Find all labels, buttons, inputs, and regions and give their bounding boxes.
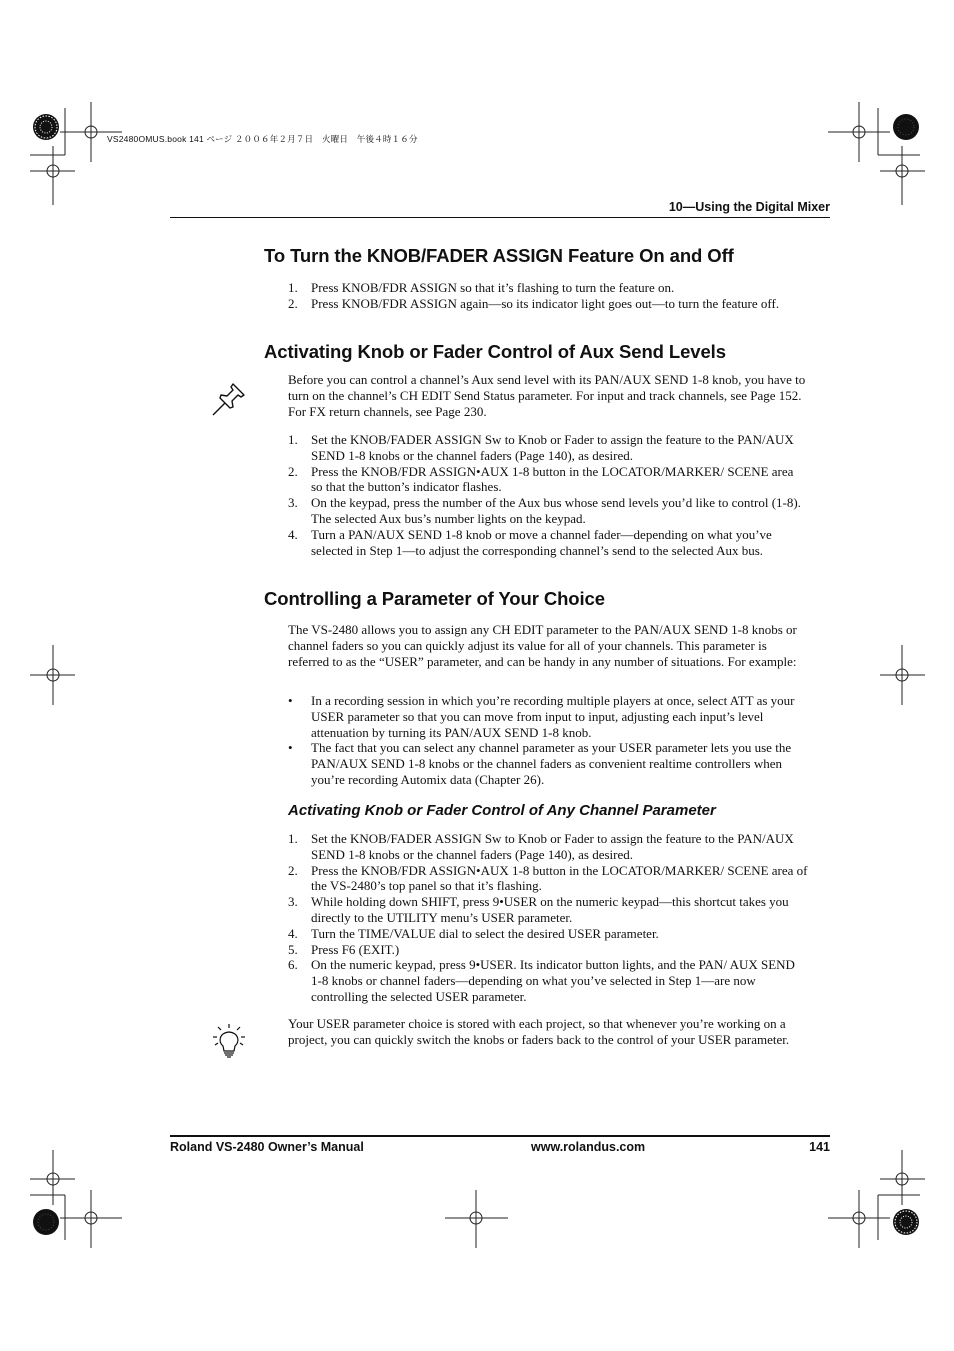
footer-manual-title: Roland VS-2480 Owner’s Manual	[170, 1140, 364, 1154]
list-item: 1. Press KNOB/FDR ASSIGN so that it’s flashing to turn the feature on.	[288, 280, 675, 295]
list-item: 2. Press KNOB/FDR ASSIGN again—so its indicator light goes out—to turn the feature off.	[288, 295, 780, 311]
subsection-heading-any-parameter: Activating Knob or Fader Control of Any Channel Parameter	[288, 802, 716, 819]
section-heading-aux-send: Activating Knob or Fader Control of Aux Send Levels	[264, 341, 726, 362]
steps-assign	[288, 280, 808, 312]
tip-user-parameter: Your USER parameter choice is stored with each project, so that whenever you’re working on a project, you can quickly switch the knobs or faders back to the control of your USER parameter.	[288, 1016, 790, 1047]
bullets-user-parameter	[288, 693, 808, 788]
list-item: 2. Press the KNOB/FDR ASSIGN•AUX 1-8 button in the LOCATOR/MARKER/ SCENE area so that the button’s indicator flashes.	[288, 463, 794, 495]
page-number: 141	[809, 1140, 830, 1154]
list-item: 3. On the keypad, press the number of the Aux bus whose send levels you’d like to control (1-8). The selected Aux bus’s number lights on the keypad.	[288, 495, 801, 526]
list-item: 5. Press F6 (EXIT.)	[288, 941, 400, 957]
print-info-line: VS2480OMUS.book 141 ページ ２００６年２月７日 火曜日 午後４時１６分	[107, 134, 418, 144]
footer-website: www.rolandus.com	[531, 1140, 646, 1154]
list-item: 2. Press the KNOB/FDR ASSIGN•AUX 1-8 button in the LOCATOR/MARKER/ SCENE area of the VS-2480’s top panel so that it’s flashing.	[288, 862, 808, 894]
note-send-status: Before you can control a channel’s Aux send level with its PAN/AUX SEND 1-8 knob, you have to turn on the channel’s CH EDIT Send Status parameter. For input and track channels, see Page 152. For FX return channels, see Page 230.	[288, 372, 806, 419]
header-rule	[170, 217, 830, 218]
list-item: 1. Set the KNOB/FADER ASSIGN Sw to Knob or Fader to assign the feature to the PAN/AUX SEND 1-8 knobs or the channel faders (Page 140), as desired.	[288, 831, 794, 862]
steps-aux-send	[288, 432, 808, 558]
list-item: 4. Turn the TIME/VALUE dial to select the desired USER parameter.	[288, 925, 659, 941]
chapter-title: 10—Using the Digital Mixer	[668, 200, 830, 214]
list-item: • The fact that you can select any channel parameter as your USER parameter lets you use the PAN/AUX SEND 1-8 knobs or the channel faders as convenient realtime controllers when you’re recording Automix data (Chapter 26).	[288, 740, 792, 787]
steps-any-parameter	[288, 831, 808, 1005]
section-heading-user-parameter: Controlling a Parameter of Your Choice	[264, 588, 605, 609]
lightbulb-icon	[212, 1022, 246, 1060]
section-heading-assign: To Turn the KNOB/FADER ASSIGN Feature On and Off	[264, 245, 734, 266]
pushpin-icon	[210, 380, 248, 418]
list-item: 1. Set the KNOB/FADER ASSIGN Sw to Knob or Fader to assign the feature to the PAN/AUX SEND 1-8 knobs or the channel faders (Page 140), as desired.	[288, 432, 794, 463]
list-item: • In a recording session in which you’re recording multiple players at once, select ATT as your USER parameter so that you can move from input to input, adjusting each input’s level attenuation by turning its PAN/AUX SEND 1-8 knob.	[288, 693, 795, 740]
list-item: 3. While holding down SHIFT, press 9•USER on the numeric keypad—this shortcut takes you directly to the UTILITY menu’s USER parameter.	[288, 894, 789, 925]
list-item: 4. Turn a PAN/AUX SEND 1-8 knob or move a channel fader—depending on what you’ve selected in Step 1—to adjust the corresponding channel’s send to the selected Aux bus.	[288, 526, 772, 558]
intro-user-parameter: The VS-2480 allows you to assign any CH EDIT parameter to the PAN/AUX SEND 1-8 knobs or channel faders so you can quickly adjust its value for all of your channels. This parameter is referred to as the “USER” parameter, and can be handy in any number of situations. For example:	[288, 622, 797, 669]
list-item: 6. On the numeric keypad, press 9•USER. Its indicator button lights, and the PAN/ AUX SEND 1-8 knobs or channel faders—depending on what you’ve selected in Step 1—are now controlling the selected USER parameter.	[288, 957, 795, 1004]
footer-rule	[170, 1135, 830, 1137]
